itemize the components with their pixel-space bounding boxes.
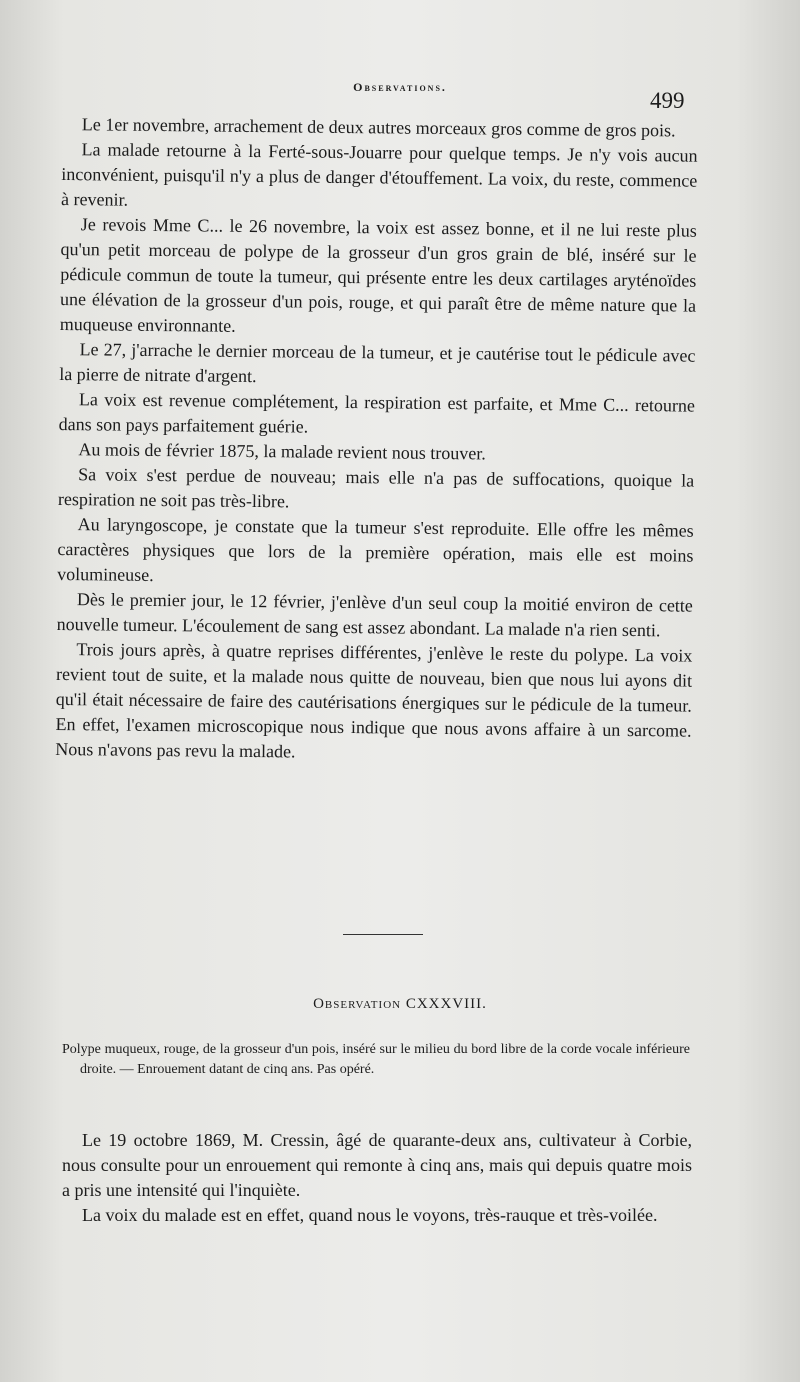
running-head: Observations.	[353, 80, 447, 94]
paragraph: Le 19 octobre 1869, M. Cressin, âgé de quarante-deux ans, cultivateur à Corbie, nous consulte pour un enrouement qui remonte à cinq ans, mais qui depuis quatre mois a pris une intensité qui l'inquiète.	[62, 1130, 692, 1200]
paragraph: La voix est revenue complétement, la respiration est parfaite, et Mme C... retourne dans son pays parfaitement guérie.	[58, 389, 696, 437]
paragraph: Dès le premier jour, le 12 février, j'enlève d'un seul coup la moitié environ de cette nouvelle tumeur. L'écoulement de sang est assez abondant. La malade n'a rien senti.	[56, 589, 693, 641]
paragraph: Le 1er novembre, arrachement de deux autres morceaux gros comme de gros pois.	[81, 114, 676, 141]
paragraph: La malade retourne à la Ferté-sous-Jouarre pour quelque temps. Je n'y vois aucun inconvénient, puisqu'il n'y a plus de danger d'étouffement. La voix, du reste, commence à revenir.	[60, 139, 698, 210]
observation-title: Observation CXXXVIII.	[313, 996, 487, 1012]
paragraph: Au mois de février 1875, la malade revient nous trouver.	[78, 439, 486, 464]
paragraph: Au laryngoscope, je constate que la tumeur s'est reproduite. Elle offre les mêmes caractères physiques que lors de la première opération, mais elle est moins volumineuse.	[57, 514, 694, 585]
observation-abstract	[62, 1040, 690, 1080]
main-text	[55, 112, 698, 769]
page-number: 499	[650, 88, 685, 113]
paragraph: Le 27, j'arrache le dernier morceau de la tumeur, et je cautérise tout le pédicule avec la pierre de nitrate d'argent.	[59, 339, 696, 387]
paragraph: Sa voix s'est perdue de nouveau; mais elle n'a pas de suffocations, quoique la respiration ne soit pas très-libre.	[57, 464, 695, 512]
section-divider	[343, 934, 423, 935]
paragraph: Trois jours après, à quatre reprises différentes, j'enlève le reste du polype. La voix revient tout de suite, et la malade nous quitte de nouveau, bien que nous lui ayons dit qu'il était nécessaire de faire des cautérisations énergiques sur le pédicule de la tumeur. En effet, l'examen microscopique nous indique que nous avons affaire à un sarcome. Nous n'avons pas revu la malade.	[55, 639, 693, 762]
paragraph: Je revois Mme C... le 26 novembre, la voix est assez bonne, et il ne lui reste plus qu'un petit morceau de polype de la grosseur d'un gros grain de blé, inséré sur le pédicule commun de toute la tumeur, qui présente entre les deux cartilages aryténoïdes une élévation de la grosseur d'un pois, rouge, et qui paraît être de même nature que la muqueuse environnante.	[59, 214, 697, 336]
paragraph: La voix du malade est en effet, quand nous le voyons, très-rauque et très-voilée.	[82, 1205, 658, 1225]
observation-text	[62, 1128, 692, 1228]
abstract-text: Polype muqueux, rouge, de la grosseur d'un pois, inséré sur le milieu du bord libre de la corde vocale inférieure droite. — Enrouement datant de cinq ans. Pas opéré.	[62, 1042, 690, 1077]
